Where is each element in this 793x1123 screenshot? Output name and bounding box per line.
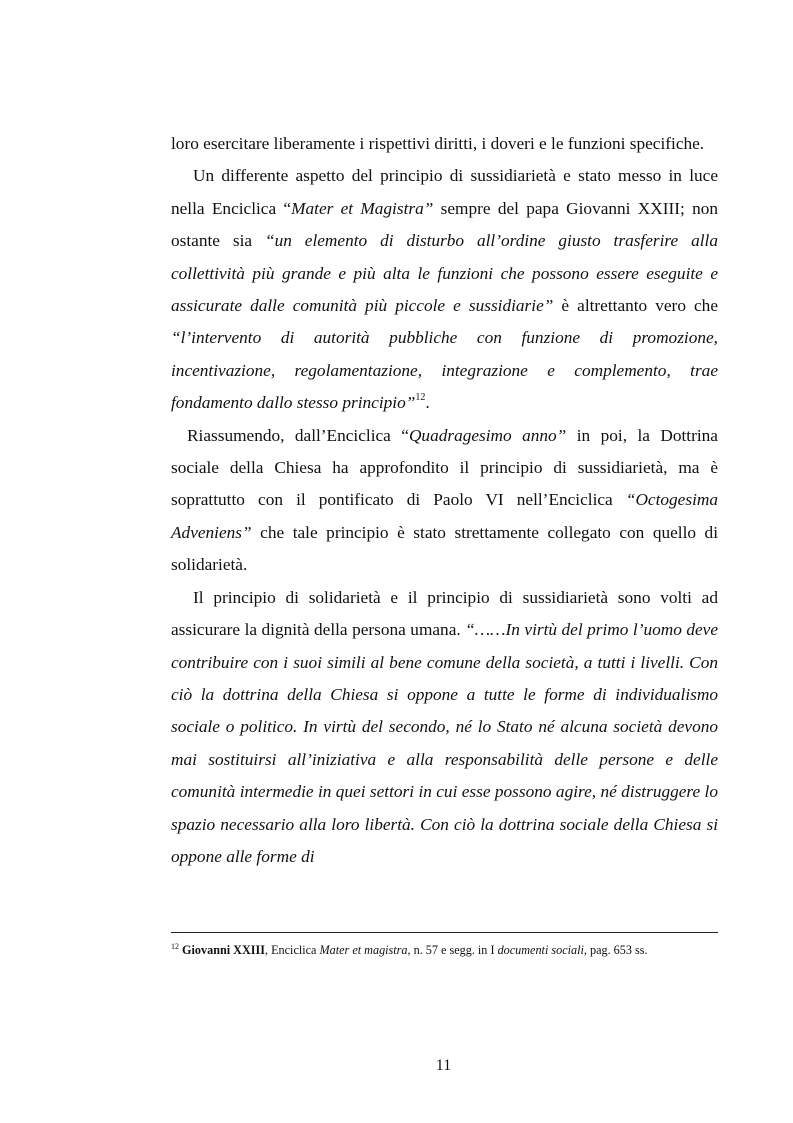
footnote-divider <box>171 932 718 933</box>
footnote-text-1: , Enciclica <box>265 943 320 957</box>
footnote-author: Giovanni XXIII <box>182 943 266 957</box>
paragraph-2-text-4: . <box>425 393 430 413</box>
quotation-1: “un elemento di disturbo all’ordine giusto trasferire alla collettività più grande e più alta le funzioni che possono essere eseguite e assicurate dalle comunità più piccole e sussidiarie” <box>171 231 718 316</box>
paragraph-2-text-3: è altrettanto vero che <box>553 296 718 316</box>
paragraph-1-text: loro esercitare liberamente i rispettivi diritti, i doveri e le funzioni specifiche. <box>171 134 705 153</box>
paragraph-4 <box>171 582 718 874</box>
encyclical-title-mater-et-magistra: Mater et Magistra” <box>291 198 434 218</box>
quotation-2: “l’intervento di autorità pubbliche con funzione di promozione, incentivazione, regolamentazione, integrazione e complemento, trae fondamento dallo stesso principio” <box>171 328 718 413</box>
page-number: 11 <box>435 1057 452 1074</box>
quotation-3: “……In virtù del primo l’uomo deve contribuire con i suoi simili al bene comune della società, a tutti i livelli. Con ciò la dottrina della Chiesa si oppone a tutte le forme di individualismo sociale o politico. In virtù del secondo, né lo Stato né alcuna società devono mai sostituirsi all’iniziativa e alla responsabilità delle persone e delle comunità intermedie in quei settori in cui esse possono agire, né distruggere lo spazio necessario alla loro libertà. Con ciò la dottrina sociale della Chiesa si oppone alle forme di <box>171 620 718 866</box>
footnote-number: 12 <box>171 942 179 951</box>
paragraph-3-text-3: che tale principio è stato strettamente collegato con quello di solidarietà. <box>171 522 718 575</box>
paragraph-4-text-1: Il principio di solidarietà e il principio di sussidiarietà sono volti ad assicurare la dignità della persona umana. <box>171 587 718 640</box>
paragraph-3-text-1: Riassumendo, dall’Enciclica “ <box>187 425 409 445</box>
paragraph-1 <box>171 128 718 160</box>
paragraph-3 <box>171 420 718 582</box>
paragraph-2 <box>171 160 718 419</box>
footnote-work-title: Mater et magistra, <box>319 943 411 957</box>
footnote <box>171 941 731 959</box>
paragraph-2-text-1: Un differente aspetto del principio di sussidiarietà e stato messo in luce nella Enciclica “ <box>171 166 718 218</box>
footnote-text-2: n. 57 e segg. in I <box>410 943 498 957</box>
footnote-reference: 12 <box>415 392 426 404</box>
paragraph-2-text-2: sempre del papa Giovanni XXIII; non ostante sia <box>171 198 718 251</box>
footnote-source: documenti sociali, <box>497 943 587 957</box>
encyclical-title-quadragesimo-anno: Quadragesimo anno” <box>408 425 567 445</box>
body-text <box>171 128 718 873</box>
paragraph-3-text-2: in poi, la Dottrina sociale della Chiesa ha approfondito il principio di sussidiarietà, ma è soprattutto con il pontificato di Paolo VI nell’Enciclica <box>171 425 718 510</box>
encyclical-title-octogesima-adveniens: “Octogesima Adveniens” <box>171 490 718 542</box>
footnote-text-3: pag. 653 ss. <box>586 943 648 957</box>
